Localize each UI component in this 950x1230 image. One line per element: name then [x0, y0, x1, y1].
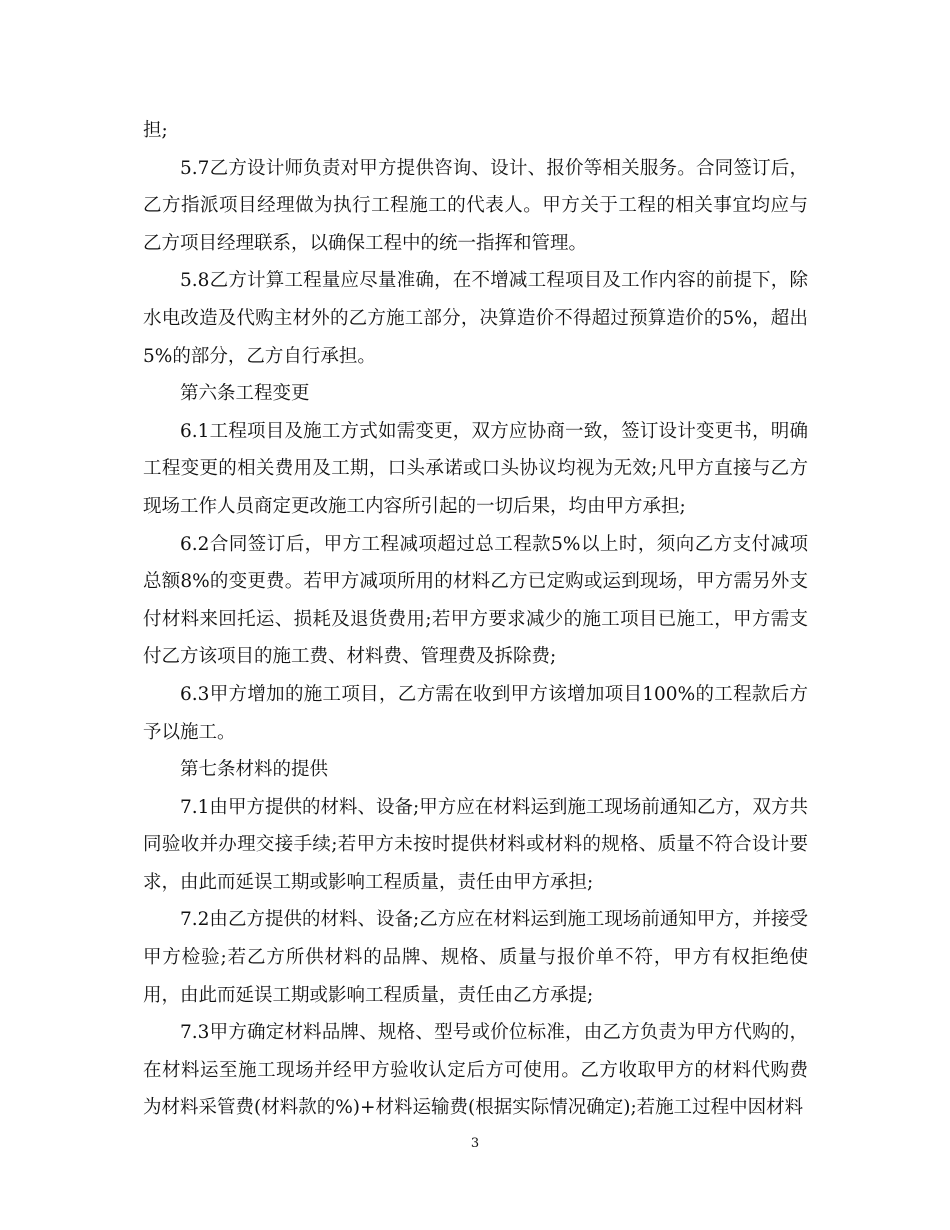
paragraph-5-7: 5.7乙方设计师负责对甲方提供咨询、设计、报价等相关服务。合同签订后，乙方指派项目经理做为执行工程施工的代表人。甲方关于工程的相关事宜均应与乙方项目经理联系，以确保工程中的统一指挥和管理。	[143, 157, 808, 254]
paragraph-6-1: 6.1工程项目及施工方式如需变更，双方应协商一致，签订设计变更书，明确工程变更的相关费用及工期，口头承诺或口头协议均视为无效;凡甲方直接与乙方现场工作人员商定更改施工内容所引起的一切后果，均由甲方承担;	[143, 420, 808, 517]
paragraph-6-2: 6.2合同签订后，甲方工程减项超过总工程款5%以上时，须向乙方支付减项总额8%的变更费。若甲方减项所用的材料乙方已定购或运到现场，甲方需另外支付材料来回托运、损耗及退货费用;若甲方要求减少的施工项目已施工，甲方需支付乙方该项目的施工费、材料费、管理费及拆除费;	[143, 533, 808, 668]
section-heading-article-7: 第七条材料的提供	[180, 759, 329, 781]
paragraph-7-1: 7.1由甲方提供的材料、设备;甲方应在材料运到施工现场前通知乙方，双方共同验收并办理交接手续;若甲方未按时提供材料或材料的规格、质量不符合设计要求，由此而延误工期或影响工程质量，责任由甲方承担;	[143, 796, 808, 893]
section-heading-article-6: 第六条工程变更	[180, 383, 310, 405]
paragraph-7-2: 7.2由乙方提供的材料、设备;乙方应在材料运到施工现场前通知甲方，并接受甲方检验;若乙方所供材料的品牌、规格、质量与报价单不符，甲方有权拒绝使用，由此而延误工期或影响工程质量，责任由乙方承提;	[143, 909, 808, 1006]
paragraph-7-3: 7.3甲方确定材料品牌、规格、型号或价位标准，由乙方负责为甲方代购的，在材料运至施工现场并经甲方验收认定后方可使用。乙方收取甲方的材料代购费为材料采管费(材料款的%)+材料运输费(根据实际情况确定);若施工过程中因材料	[143, 1022, 808, 1119]
page-number: 3	[470, 1136, 480, 1151]
paragraph-5-8: 5.8乙方计算工程量应尽量准确，在不增减工程项目及工作内容的前提下，除水电改造及代购主材外的乙方施工部分，决算造价不得超过预算造价的5%，超出5%的部分，乙方自行承担。	[143, 270, 808, 367]
document-body	[143, 112, 808, 1127]
paragraph-continuation: 担;	[143, 120, 168, 141]
paragraph-6-3: 6.3甲方增加的施工项目，乙方需在收到甲方该增加项目100%的工程款后方予以施工。	[143, 683, 808, 743]
